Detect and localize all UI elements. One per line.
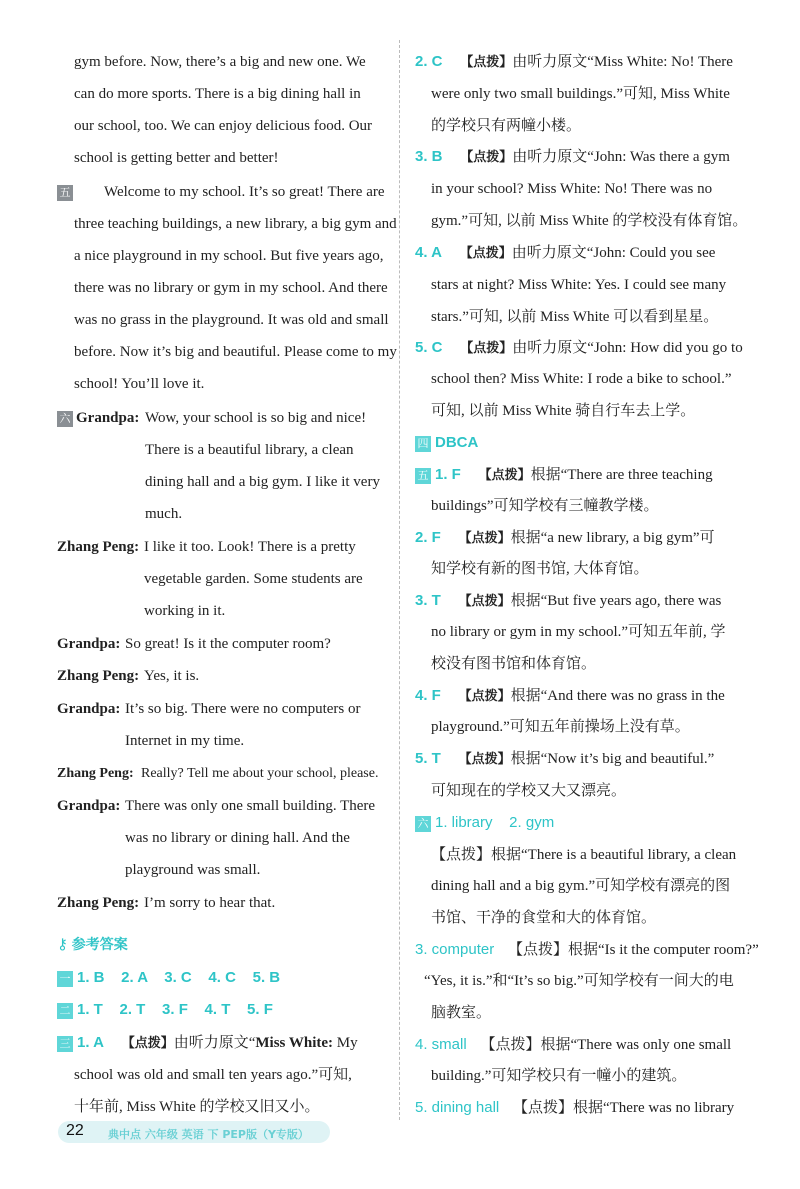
hint-tag: 【点拨】 bbox=[478, 468, 531, 483]
text-part: Miss White: bbox=[255, 1035, 334, 1051]
answer-1-label: 一 bbox=[57, 971, 73, 987]
text-line: school! You’ll love it. bbox=[74, 376, 205, 392]
hint-tag: 【点拨】 bbox=[121, 1036, 174, 1051]
text-part: 根据“There are three teaching bbox=[530, 467, 713, 483]
text-line: 书馆、干净的食堂和大的体育馆。 bbox=[431, 910, 657, 926]
text-line: gym before. Now, there’s a big and new one. We bbox=[74, 54, 366, 70]
text-line: building.”可知学校只有一幢小的建筑。 bbox=[431, 1068, 687, 1084]
dialogue-line: much. bbox=[145, 506, 183, 522]
text-line: three teaching buildings, a new library, a big gym and bbox=[74, 216, 397, 232]
hint-tag: 【点拨】 bbox=[458, 594, 511, 609]
speaker: Grandpa: bbox=[57, 798, 121, 814]
dialogue-line: So great! Is it the computer room? bbox=[125, 636, 331, 652]
dialogue-line: playground was small. bbox=[125, 862, 261, 878]
text-part: 根据“But five years ago, there was bbox=[510, 593, 722, 609]
section-5-label: 五 bbox=[57, 185, 73, 201]
text-line: 脑教室。 bbox=[431, 1005, 492, 1021]
text-line: there was no library or gym in my school. And there bbox=[74, 280, 388, 296]
text-line: 知学校有新的图书馆, 大体育馆。 bbox=[431, 561, 649, 577]
answer-num: 2. C bbox=[415, 53, 443, 70]
dialogue-line: Really? Tell me about your school, please. bbox=[141, 766, 379, 781]
speaker: Zhang Peng: bbox=[57, 766, 134, 781]
text-line: gym.”可知, 以前 Miss White 的学校没有体育馆。 bbox=[431, 213, 748, 229]
text-line: 【点拨】根据“There is a beautiful library, a clean bbox=[431, 847, 737, 863]
text-line: can do more sports. There is a big dining hall in bbox=[74, 86, 361, 102]
text-line: in your school? Miss White: No! There was no bbox=[431, 181, 713, 197]
dialogue-line: Yes, it is. bbox=[144, 668, 200, 684]
answer-num: 4. small bbox=[415, 1036, 467, 1053]
speaker: Zhang Peng: bbox=[57, 668, 140, 684]
text-line: 的学校只有两幢小楼。 bbox=[431, 118, 582, 134]
dialogue-line: vegetable garden. Some students are bbox=[144, 571, 363, 587]
text-line: a nice playground in my school. But five years ago, bbox=[74, 248, 384, 264]
text-part: 根据“And there was no grass in the bbox=[510, 688, 725, 704]
column-divider bbox=[399, 40, 401, 1120]
dialogue-line: working in it. bbox=[144, 603, 226, 619]
text-line: dining hall and a big gym.”可知学校有漂亮的图 bbox=[431, 878, 731, 894]
hint-tag: 【点拨】 bbox=[459, 246, 512, 261]
answer-num: 3. T bbox=[415, 592, 441, 609]
text-line: 可知, 以前 Miss White 骑自行车去上学。 bbox=[431, 403, 696, 419]
text-line: playground.”可知五年前操场上没有草。 bbox=[431, 719, 690, 735]
text-line: 校没有图书馆和体育馆。 bbox=[431, 656, 597, 672]
answer-num: 1. A bbox=[77, 1034, 104, 1051]
answer-num: 4. F bbox=[415, 687, 441, 704]
text-line: “Yes, it is.”和“It’s so big.”可知学校有一间大的电 bbox=[424, 973, 734, 989]
text-line: stars at night? Miss White: Yes. I could see many bbox=[431, 277, 727, 293]
speaker: Grandpa: bbox=[57, 636, 121, 652]
text-part: 根据“Now it’s big and beautiful.” bbox=[510, 751, 715, 767]
section-4-label: 四 bbox=[415, 436, 431, 452]
speaker: Grandpa: bbox=[57, 701, 121, 717]
text-part: 由听力原文“John: Could you see bbox=[511, 245, 716, 261]
answer-title: 参考答案 bbox=[71, 937, 128, 953]
answer-num: 4. A bbox=[415, 244, 442, 261]
text-part: 由听力原文“Miss White: No! There bbox=[512, 54, 733, 70]
answer-num: 3. computer bbox=[415, 941, 495, 958]
text-part: 【点拨】根据“There was no library bbox=[512, 1100, 735, 1116]
dialogue-line: dining hall and a big gym. I like it very bbox=[145, 474, 380, 490]
hint-tag: 【点拨】 bbox=[460, 150, 513, 165]
section-4-answer: DBCA bbox=[435, 434, 479, 451]
text-line: school is getting better and better! bbox=[74, 150, 279, 166]
text-part: 由听力原文“John: How did you go to bbox=[512, 340, 743, 356]
text-line: stars.”可知, 以前 Miss White 可以看到星星。 bbox=[431, 309, 719, 325]
text-part: My bbox=[333, 1035, 358, 1051]
speaker: Grandpa: bbox=[76, 410, 140, 426]
text-line: 可知现在的学校又大又漂亮。 bbox=[431, 783, 627, 799]
book-title: 典中点 六年级 英语 下 PEP版（Y专版） bbox=[108, 1128, 309, 1141]
text-line: were only two small buildings.”可知, Miss White bbox=[431, 86, 730, 102]
answer-2-label: 二 bbox=[57, 1003, 73, 1019]
answer-num: 3. B bbox=[415, 148, 443, 165]
hint-tag: 【点拨】 bbox=[460, 55, 513, 70]
dialogue-line: Internet in my time. bbox=[125, 733, 245, 749]
key-icon: ⚷ bbox=[57, 936, 68, 953]
dialogue-line: was no library or dining hall. And the bbox=[125, 830, 350, 846]
answer-num: 5. T bbox=[415, 750, 441, 767]
text-part: 由听力原文“ bbox=[173, 1035, 256, 1051]
text-line: before. Now it’s big and beautiful. Please come to my bbox=[74, 344, 397, 360]
hint-tag: 【点拨】 bbox=[458, 531, 511, 546]
section-6-label: 六 bbox=[57, 411, 73, 427]
page-number: 22 bbox=[66, 1122, 84, 1139]
answer-num: 1. F bbox=[435, 466, 461, 483]
section-6-answers: 1. library 2. gym bbox=[435, 814, 555, 831]
speaker: Zhang Peng: bbox=[57, 895, 140, 911]
answer-2: 1. T 2. T 3. F 4. T 5. F bbox=[77, 1001, 273, 1018]
answer-num: 2. F bbox=[415, 529, 441, 546]
text-part: 【点拨】根据“There was only one small bbox=[480, 1037, 732, 1053]
text-line: school was old and small ten years ago.”可知, bbox=[74, 1067, 352, 1083]
text-line: school then? Miss White: I rode a bike to school.” bbox=[431, 371, 732, 387]
answer-1: 1. B 2. A 3. C 4. C 5. B bbox=[77, 969, 281, 986]
hint-tag: 【点拨】 bbox=[458, 752, 511, 767]
hint-tag: 【点拨】 bbox=[458, 689, 511, 704]
dialogue-line: It’s so big. There were no computers or bbox=[125, 701, 361, 717]
text-line: no library or gym in my school.”可知五年前, 学 bbox=[431, 624, 726, 640]
dialogue-line: I like it too. Look! There is a pretty bbox=[144, 539, 356, 555]
text-part: 根据“a new library, a big gym”可 bbox=[510, 530, 715, 546]
text-part: 由听力原文“John: Was there a gym bbox=[512, 149, 730, 165]
text-line: 十年前, Miss White 的学校又旧又小。 bbox=[74, 1099, 320, 1115]
text-line: Welcome to my school. It’s so great! There are bbox=[104, 184, 385, 200]
text-part: 【点拨】根据“Is it the computer room?” bbox=[507, 942, 759, 958]
dialogue-line: There is a beautiful library, a clean bbox=[145, 442, 354, 458]
section-5-label: 五 bbox=[415, 468, 431, 484]
text-line: was no grass in the playground. It was old and small bbox=[74, 312, 389, 328]
answer-3-label: 三 bbox=[57, 1036, 73, 1052]
dialogue-line: There was only one small building. There bbox=[125, 798, 376, 814]
speaker: Zhang Peng: bbox=[57, 539, 140, 555]
text-line: buildings”可知学校有三幢教学楼。 bbox=[431, 498, 659, 514]
dialogue-line: Wow, your school is so big and nice! bbox=[145, 410, 367, 426]
answer-num: 5. dining hall bbox=[415, 1099, 500, 1116]
section-6-label: 六 bbox=[415, 816, 431, 832]
hint-tag: 【点拨】 bbox=[460, 341, 513, 356]
answer-num: 5. C bbox=[415, 339, 443, 356]
dialogue-line: I’m sorry to hear that. bbox=[144, 895, 276, 911]
text-line: our school, too. We can enjoy delicious food. Our bbox=[74, 118, 373, 134]
